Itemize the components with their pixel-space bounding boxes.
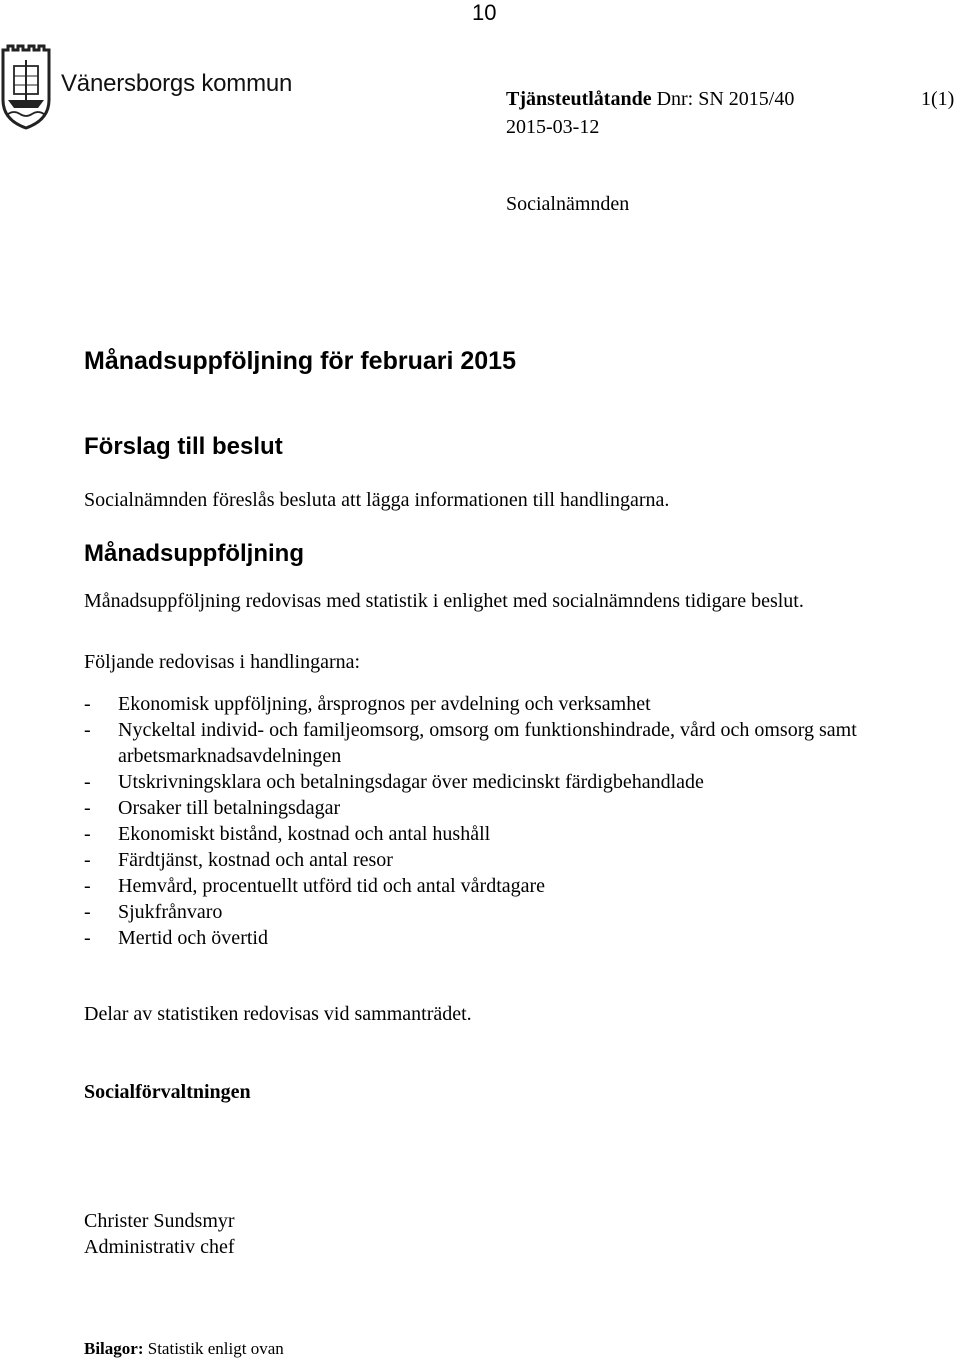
- list-bullet: -: [84, 693, 91, 715]
- list-item-text: Utskrivningsklara och betalningsdagar över medicinskt färdigbehandlade: [118, 771, 704, 793]
- page-count: 1(1): [921, 88, 955, 110]
- organization-name: Vänersborgs kommun: [61, 70, 293, 97]
- document-dnr: Dnr: SN 2015/40: [656, 88, 795, 110]
- followup-heading: Månadsuppföljning: [84, 540, 304, 567]
- document-date: 2015-03-12: [506, 116, 600, 138]
- list-item-text: Sjukfrånvaro: [118, 901, 223, 923]
- list-item: [84, 717, 874, 769]
- signer-title: Administrativ chef: [84, 1236, 235, 1258]
- recipient: Socialnämnden: [506, 193, 630, 215]
- list-bullet: -: [84, 771, 91, 793]
- list-item-text: Hemvård, procentuellt utförd tid och antal vårdtagare: [118, 875, 546, 897]
- proposal-heading: Förslag till beslut: [84, 433, 283, 460]
- list-item: [84, 691, 874, 717]
- list-item: [84, 795, 874, 821]
- list-bullet: -: [84, 927, 91, 949]
- report-items-list: [84, 691, 874, 951]
- list-bullet: -: [84, 719, 91, 741]
- list-item: [84, 925, 874, 951]
- list-item: [84, 821, 874, 847]
- list-bullet: -: [84, 875, 91, 897]
- attachments-value: Statistik enligt ovan: [147, 1339, 284, 1358]
- list-bullet: -: [84, 901, 91, 923]
- list-bullet: -: [84, 797, 91, 819]
- list-item: [84, 847, 874, 873]
- page-title: Månadsuppföljning för februari 2015: [84, 347, 516, 375]
- followup-text: Månadsuppföljning redovisas med statistik i enlighet med socialnämndens tidigare beslut.: [84, 590, 804, 612]
- department-name: Socialförvaltningen: [84, 1081, 251, 1103]
- document-type-label: Tjänsteutlåtande: [506, 88, 652, 110]
- list-item-text: Nyckeltal individ- och familjeomsorg, omsorg om funktionshindrade, vård och omsorg samt arbetsmarknadsavdelningen: [118, 719, 857, 767]
- proposal-text: Socialnämnden föreslås besluta att lägga informationen till handlingarna.: [84, 489, 670, 511]
- municipality-crest-logo: [0, 44, 52, 130]
- document-header-line: [506, 88, 794, 111]
- list-item-text: Mertid och övertid: [118, 927, 268, 949]
- list-bullet: -: [84, 849, 91, 871]
- list-item-text: Ekonomiskt bistånd, kostnad och antal hushåll: [118, 823, 491, 845]
- conclusion-text: Delar av statistiken redovisas vid sammanträdet.: [84, 1003, 472, 1025]
- list-item-text: Färdtjänst, kostnad och antal resor: [118, 849, 393, 871]
- signer-name: Christer Sundsmyr: [84, 1210, 235, 1232]
- attachments-line: [84, 1339, 284, 1359]
- list-item: [84, 769, 874, 795]
- list-bullet: -: [84, 823, 91, 845]
- attachments-label: Bilagor:: [84, 1339, 144, 1358]
- list-item-text: Ekonomisk uppföljning, årsprognos per avdelning och verksamhet: [118, 693, 651, 715]
- list-item-text: Orsaker till betalningsdagar: [118, 797, 341, 819]
- list-item: [84, 899, 874, 925]
- page-number: 10: [472, 0, 497, 25]
- list-item: [84, 873, 874, 899]
- list-intro: Följande redovisas i handlingarna:: [84, 651, 361, 673]
